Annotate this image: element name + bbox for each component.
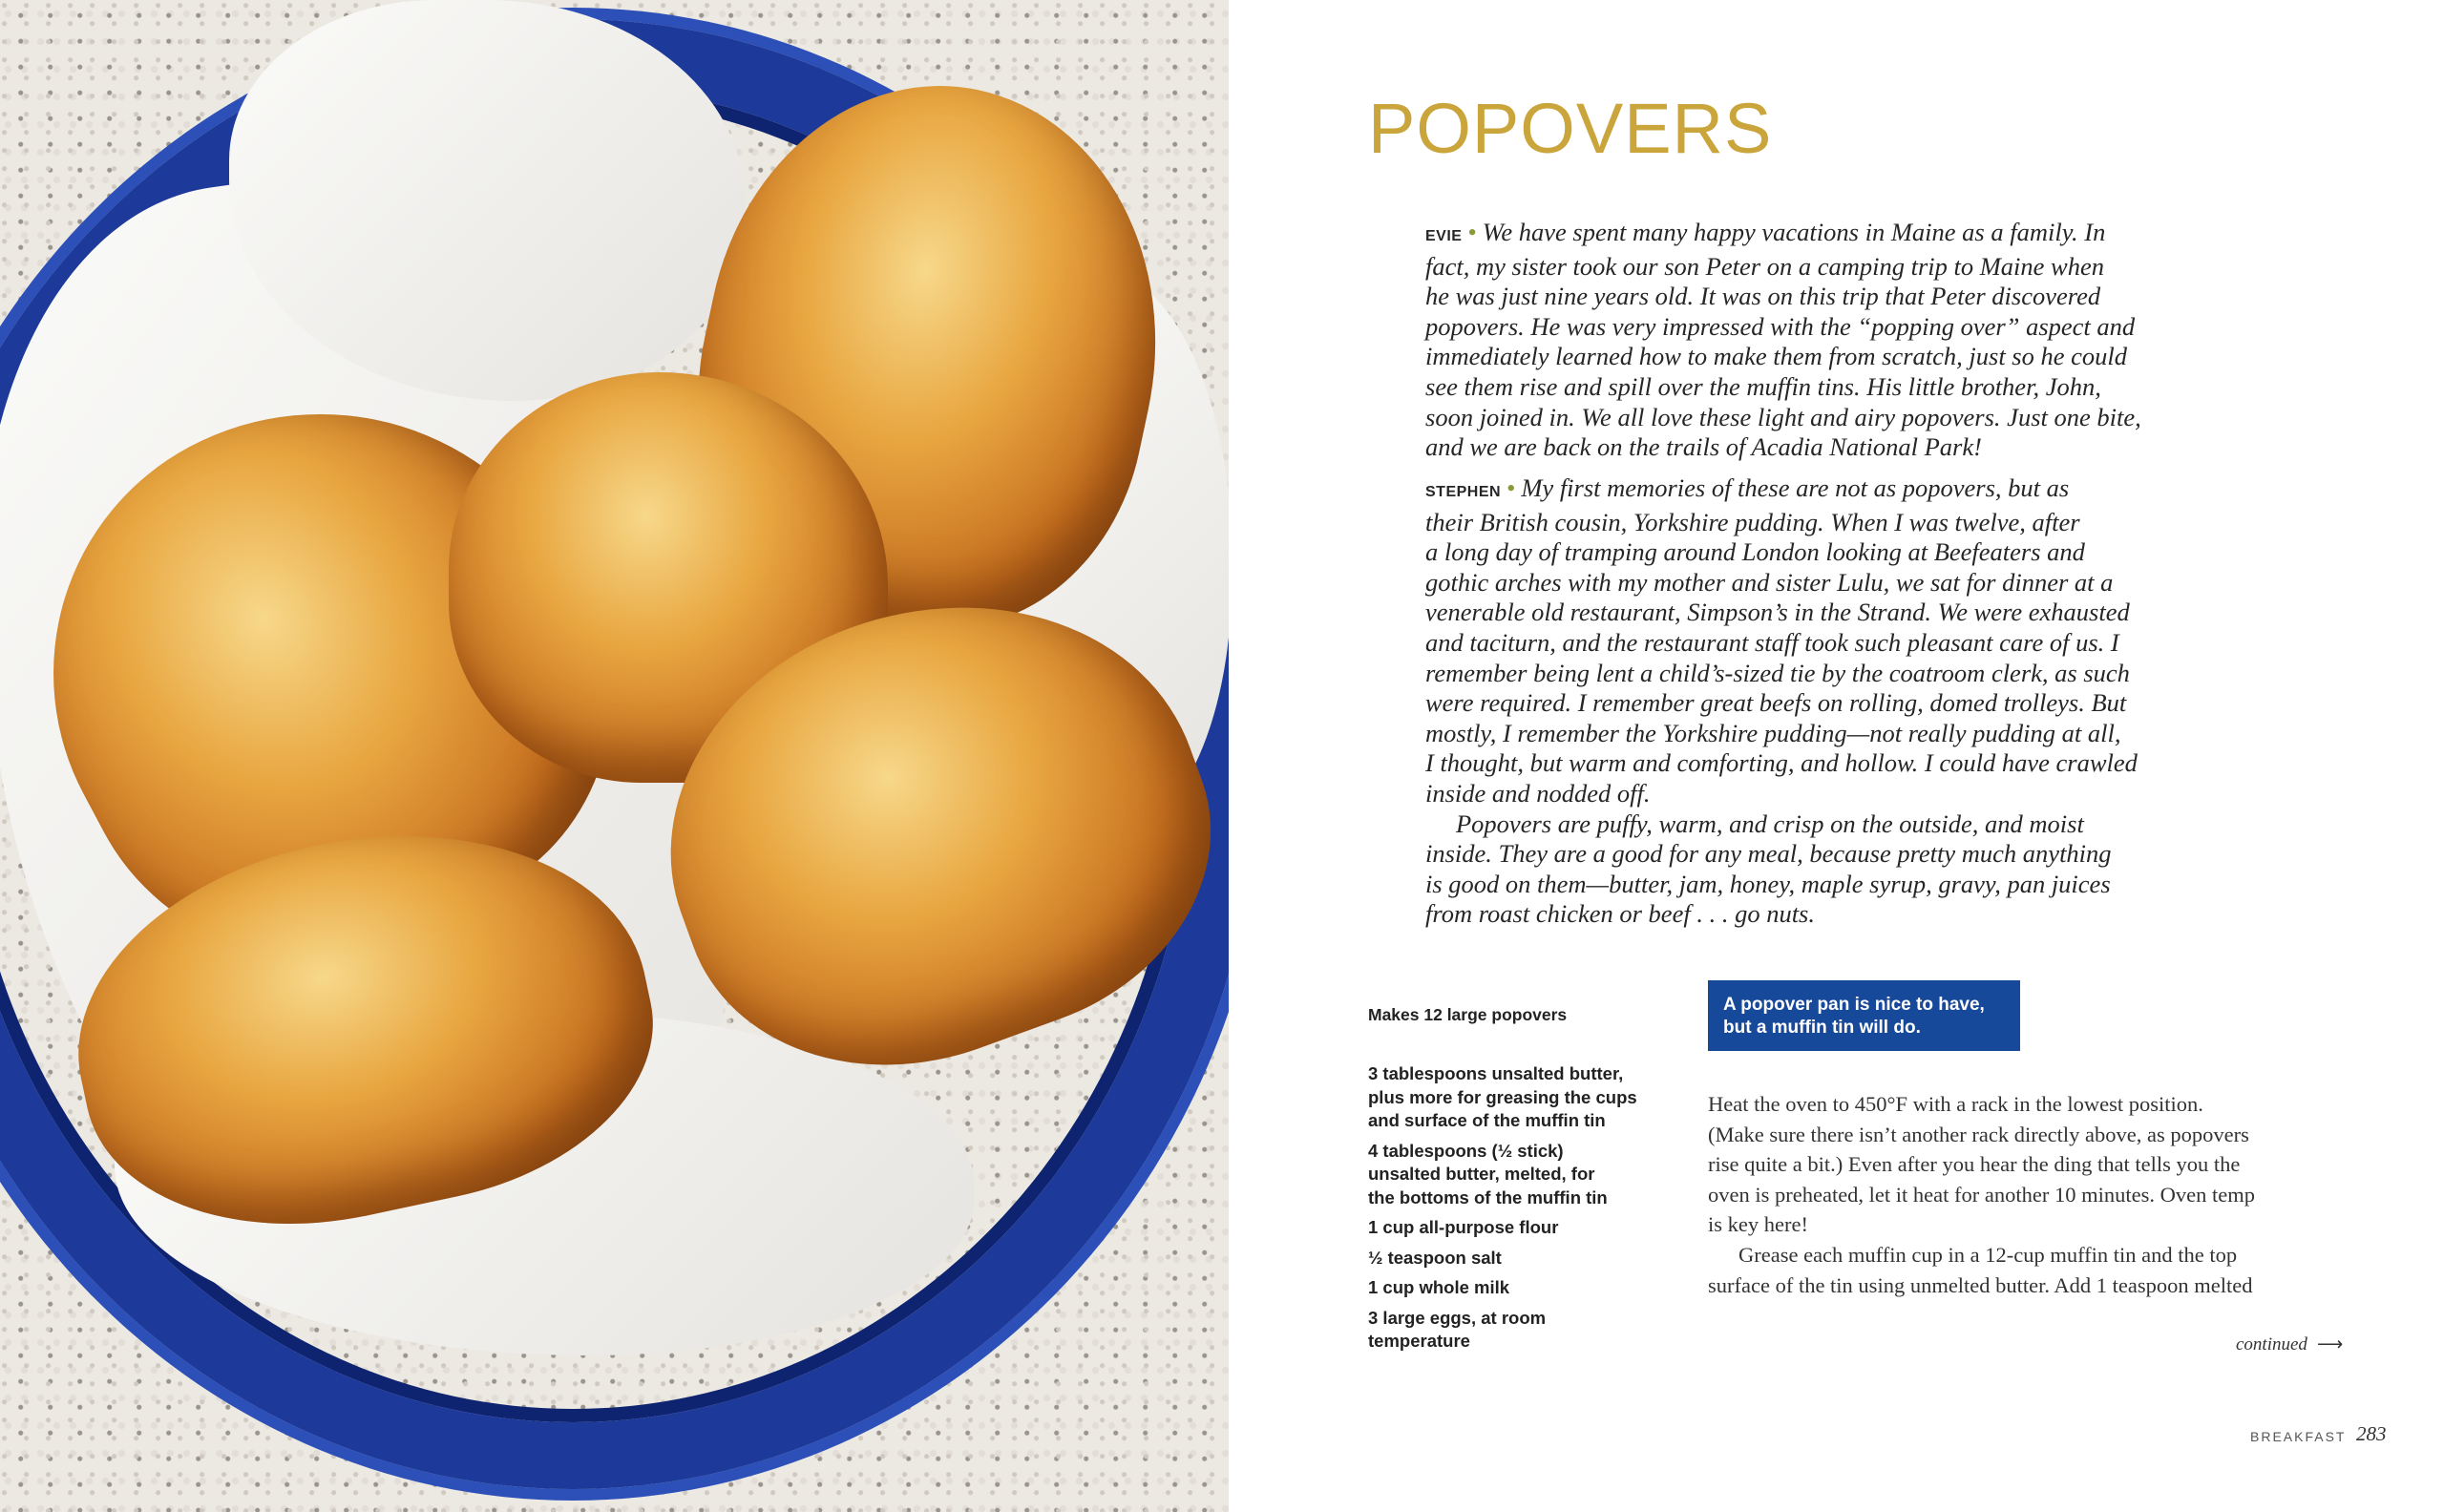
- continued-text: continued: [2236, 1334, 2307, 1354]
- page-number: 283: [2356, 1422, 2387, 1445]
- line-text: he was just nine years old. It was on this trip that Peter discovered: [1425, 282, 2101, 311]
- ingredient-line: 3 large eggs, at room: [1368, 1307, 1547, 1328]
- method-line: rise quite a bit.) Even after you hear the ding that tells you the: [1708, 1152, 2241, 1177]
- method-line: (Make sure there isn’t another rack directly above, as popovers: [1708, 1122, 2249, 1146]
- text-line: [1425, 568, 2208, 598]
- text-line: inside. They are a good for any meal, because pretty much anything: [1425, 839, 2112, 869]
- line-text: venerable old restaurant, Simpson’s in the Strand. We were exhausted: [1425, 598, 2130, 627]
- method-line: surface of the tin using unmelted butter. Add 1 teaspoon melted: [1708, 1272, 2253, 1297]
- text-line: [1425, 473, 2208, 508]
- line-text: remember being lent a child’s-sized tie by the coatroom clerk, as such: [1425, 658, 2130, 687]
- headnote-stephen: [1425, 473, 2208, 930]
- method-line: Heat the oven to 450°F with a rack in the lowest position.: [1708, 1092, 2203, 1116]
- ingredient-line: 1 cup all-purpose flour: [1368, 1217, 1559, 1237]
- text-line: [1425, 312, 2208, 343]
- headnote-evie: [1425, 218, 2208, 463]
- ingredient-line: unsalted butter, melted, for: [1368, 1164, 1595, 1184]
- text-line: [1425, 403, 2208, 433]
- continued-label: [2236, 1334, 2343, 1355]
- line-text: popovers. He was very impressed with the “popping over” aspect and: [1425, 311, 2136, 341]
- bullet-dot: •: [1467, 218, 1477, 246]
- text-line: [1425, 779, 2208, 809]
- text-line: [1425, 537, 2208, 568]
- ingredient-item: [1368, 1062, 1654, 1133]
- arrow-right-icon: ⟶: [2316, 1334, 2344, 1354]
- line-text: immediately learned how to make them from scratch, just so he could: [1425, 342, 2127, 371]
- text-line: [1425, 252, 2208, 283]
- line-text: inside and nodded off.: [1425, 778, 1651, 808]
- line-text: their British cousin, Yorkshire pudding. When I was twelve, after: [1425, 507, 2080, 536]
- line-text: and taciturn, and the restaurant staff took such pleasant care of us. I: [1425, 627, 2119, 657]
- text-line: [1425, 628, 2208, 659]
- speaker-name: EVIE: [1425, 228, 1463, 244]
- text-line: [1425, 508, 2208, 538]
- section-name: BREAKFAST: [2250, 1429, 2347, 1444]
- text-line: [1425, 688, 2208, 719]
- text-line: [1425, 218, 2208, 252]
- text-line: [1425, 719, 2208, 749]
- ingredient-line: temperature: [1368, 1331, 1470, 1351]
- method-line: is key here!: [1708, 1212, 1808, 1237]
- bullet-dot: •: [1506, 473, 1516, 502]
- method-line: oven is preheated, let it heat for another 10 minutes. Oven temp: [1708, 1182, 2255, 1207]
- ingredient-list: [1368, 1062, 1654, 1360]
- ingredient-line: 3 tablespoons unsalted butter,: [1368, 1063, 1624, 1083]
- text-line: from roast chicken or beef . . . go nuts.: [1425, 899, 1815, 929]
- ingredient-line: 4 tablespoons (½ stick): [1368, 1140, 1564, 1161]
- line-text: gothic arches with my mother and sister Lulu, we sat for dinner at a: [1425, 567, 2114, 597]
- tip-line: but a muffin tin will do.: [1723, 1018, 1921, 1038]
- text-line: Popovers are puffy, warm, and crisp on the outside, and moist: [1456, 808, 2084, 838]
- text-line: is good on them—butter, jam, honey, maple syrup, gravy, pan juices: [1425, 869, 2111, 898]
- text-line: [1425, 432, 2208, 463]
- tip-box: [1708, 980, 2020, 1051]
- line-text: I thought, but warm and comforting, and hollow. I could have crawled: [1425, 748, 2138, 778]
- line-text: were required. I remember great beefs on rolling, domed trolleys. But: [1425, 688, 2127, 718]
- method-text: [1708, 1089, 2367, 1300]
- text-line: [1425, 282, 2208, 312]
- line-text: We have spent many happy vacations in Maine as a family. In: [1482, 218, 2106, 246]
- recipe-yield: Makes 12 large popovers: [1368, 1005, 1568, 1024]
- ingredient-line: ½ teaspoon salt: [1368, 1247, 1502, 1268]
- line-text: see them rise and spill over the muffin tins. His little brother, John,: [1425, 371, 2101, 401]
- recipe-title: POPOVERS: [1368, 89, 1773, 168]
- text-line: [1425, 372, 2208, 403]
- text-line: [1425, 598, 2208, 628]
- line-text: soon joined in. We all love these light and airy popovers. Just one bite,: [1425, 402, 2141, 431]
- method-line: Grease each muffin cup in a 12-cup muffin tin and the top: [1738, 1242, 2238, 1267]
- ingredient-item: [1368, 1307, 1654, 1354]
- ingredient-item: [1368, 1216, 1654, 1240]
- line-text: a long day of tramping around London looking at Beefeaters and: [1425, 537, 2085, 567]
- tip-line: A popover pan is nice to have,: [1723, 995, 1985, 1015]
- text-line: [1425, 659, 2208, 689]
- line-text: fact, my sister took our son Peter on a camping trip to Maine when: [1425, 251, 2104, 281]
- line-text: mostly, I remember the Yorkshire pudding—not really pudding at all,: [1425, 718, 2121, 747]
- text-line: [1425, 342, 2208, 372]
- ingredient-item: [1368, 1140, 1654, 1210]
- ingredient-item: [1368, 1247, 1654, 1270]
- speaker-name: STEPHEN: [1425, 484, 1502, 500]
- line-text: and we are back on the trails of Acadia National Park!: [1425, 432, 1982, 462]
- ingredient-line: 1 cup whole milk: [1368, 1277, 1510, 1297]
- line-text: My first memories of these are not as popovers, but as: [1521, 473, 2070, 502]
- ingredient-line: plus more for greasing the cups: [1368, 1086, 1637, 1107]
- ingredient-line: the bottoms of the muffin tin: [1368, 1186, 1608, 1208]
- text-line: [1425, 748, 2208, 779]
- ingredient-item: [1368, 1276, 1654, 1300]
- ingredient-line: and surface of the muffin tin: [1368, 1110, 1606, 1130]
